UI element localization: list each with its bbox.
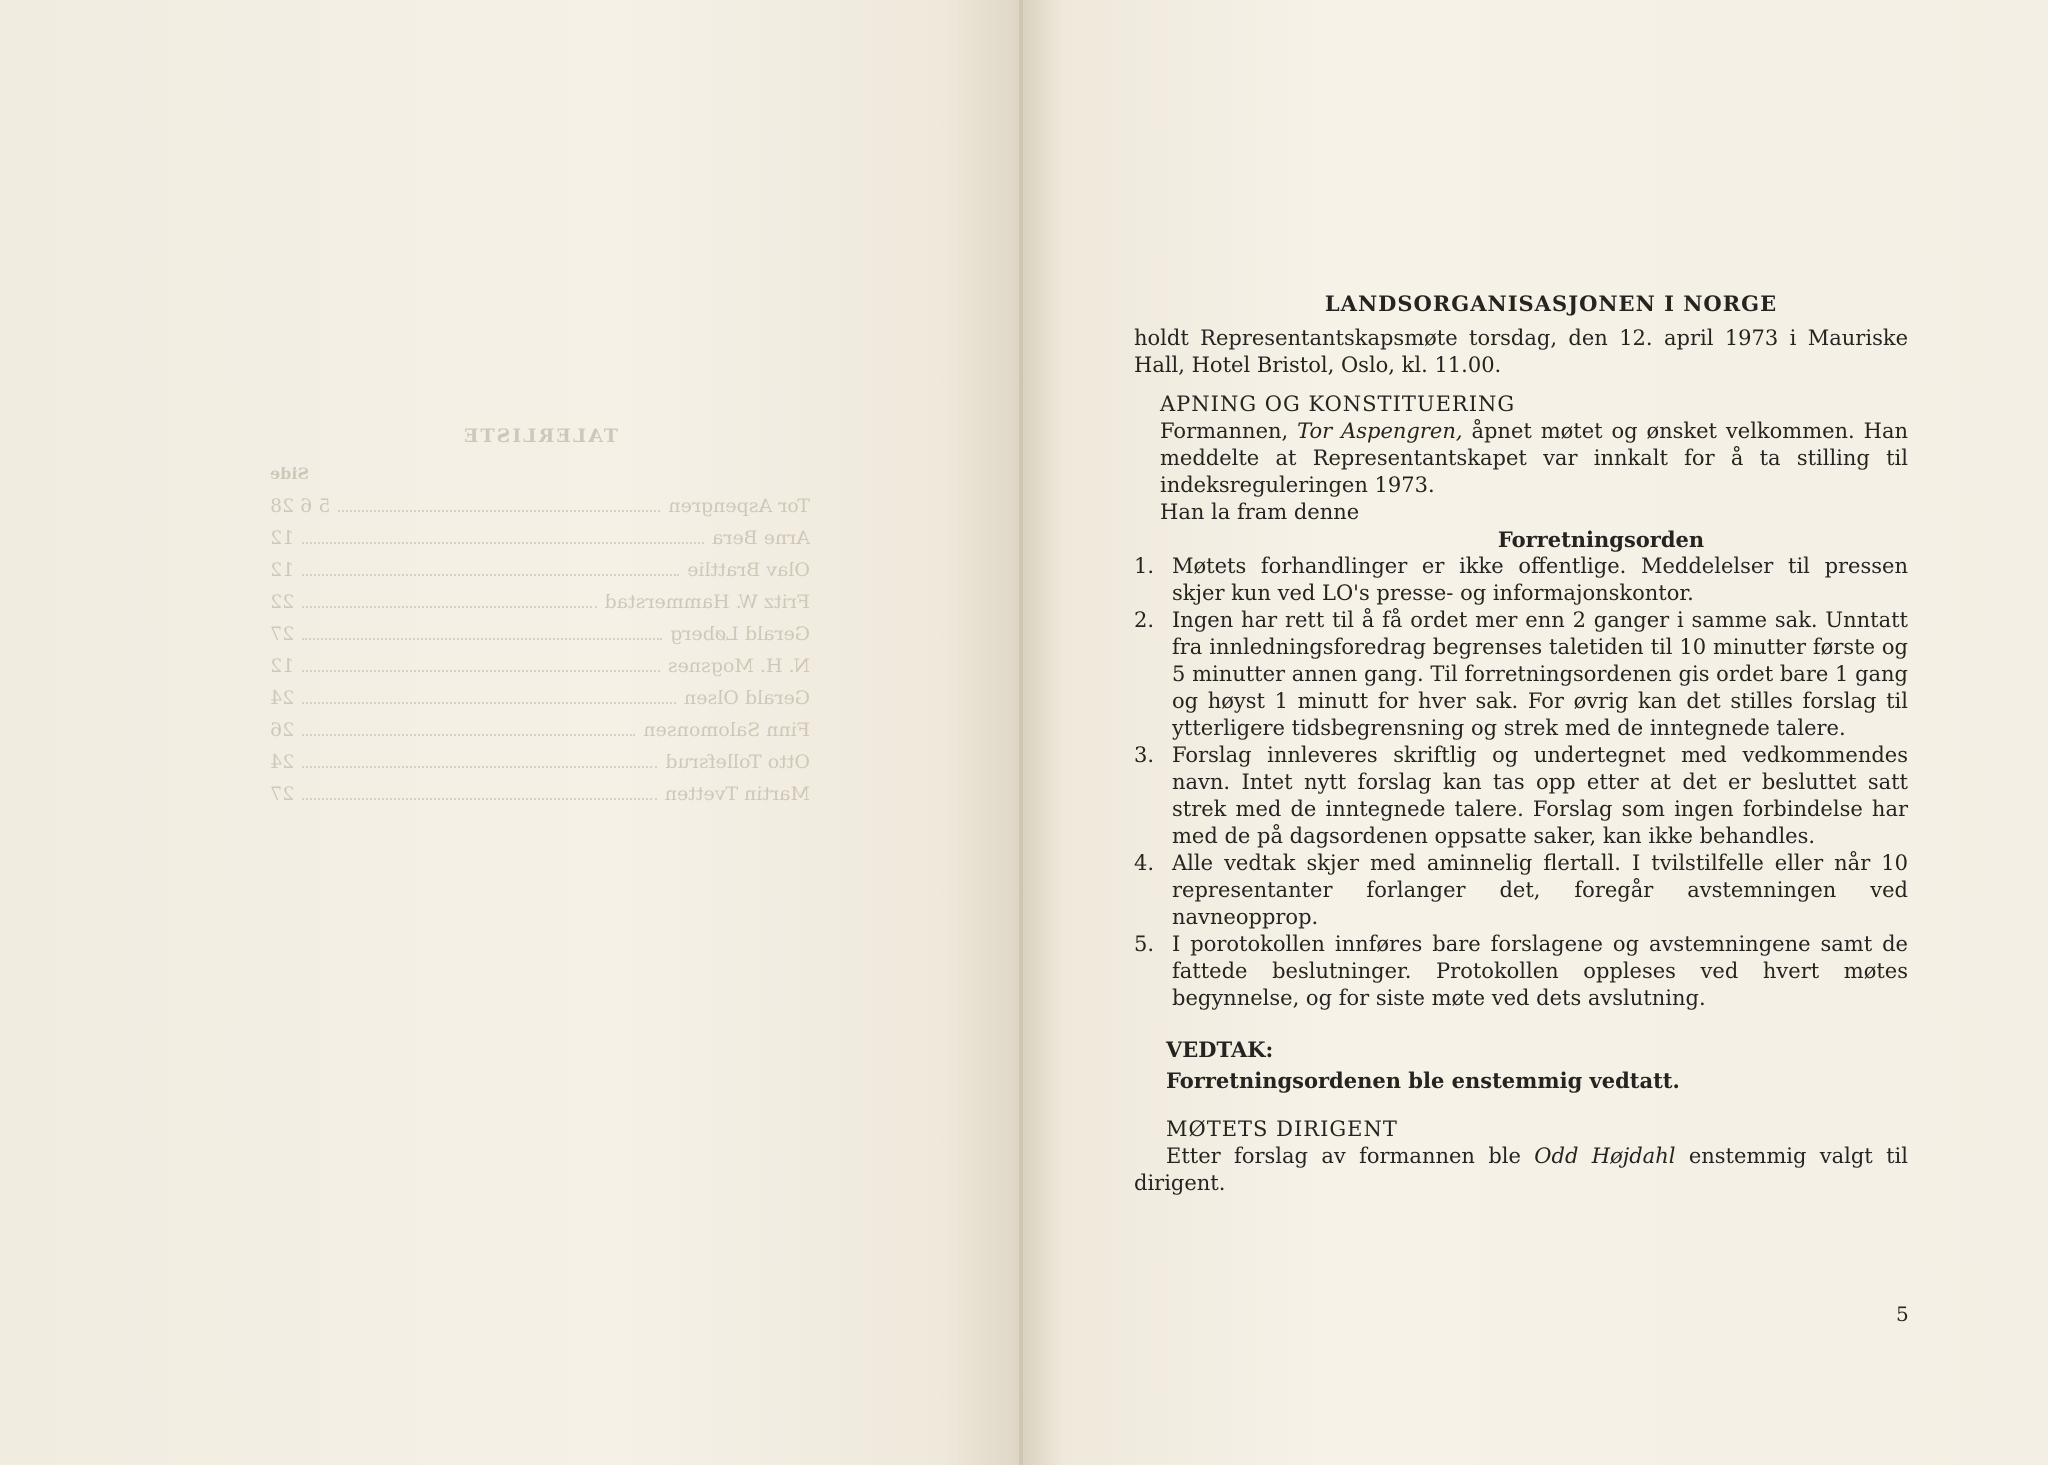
- bleed-leader-dots: [302, 650, 660, 672]
- bleed-leader-dots: [302, 554, 679, 576]
- opening-paragraph: [1134, 418, 1908, 499]
- agenda-title: Forretningsorden: [1497, 527, 1705, 552]
- page-number: 5: [1896, 1302, 1909, 1326]
- bleed-leader-dots: [302, 714, 635, 736]
- bleed-entry-pages: 12: [270, 527, 295, 549]
- rule-item: [1134, 931, 1908, 1012]
- bleed-entry-name: Otto Tollefsrud: [665, 751, 810, 773]
- section-title-opening: APNING OG KONSTITUERING: [1160, 392, 1516, 416]
- rule-text: Ingen har rett til å få ordet mer enn 2 ganger i samme sak. Unntatt fra innledningsforedrag begrenses taletiden til 10 minutter første og 5 minutter annen gang. Til forretningsordenen gis ordet bare 1 gang og høyst 1 minutt for hver sak. For øvrig kan det stilles forslag til ytterligere tidsbegrensning og strek med de inntegnede talere.: [1172, 608, 1908, 740]
- bleed-entries: [270, 490, 810, 810]
- bleed-entry-name: Fritz W. Hammerstad: [604, 591, 810, 613]
- minutes-text: [1134, 290, 1908, 1197]
- bleed-entry-pages: 24: [270, 751, 295, 773]
- bleed-leader-dots: [302, 746, 657, 768]
- rule-item: [1134, 607, 1908, 742]
- agenda-intro: Han la fram denne: [1160, 500, 1360, 524]
- bleed-entry: [270, 554, 810, 586]
- rule-text: Alle vedtak skjer med aminnelig flertall. I tvilstilfelle eller når 10 representanter forlanger det, foregår avstemningen ved navneopprop.: [1172, 851, 1908, 929]
- section-title-chair: MØTETS DIRIGENT: [1166, 1117, 1398, 1141]
- bleed-entry-pages: 22: [270, 591, 295, 613]
- bleed-entry: [270, 490, 810, 522]
- bleed-entry-name: Martin Tvetten: [664, 783, 810, 805]
- bleed-through-speaker-list: [270, 420, 810, 810]
- bleed-entry: [270, 650, 810, 682]
- rule-number: 4.: [1134, 851, 1155, 875]
- bleed-entry-pages: 26: [270, 719, 295, 741]
- rule-item: [1134, 553, 1908, 607]
- chairman-name: Tor Aspengren,: [1297, 419, 1463, 443]
- bleed-entry-pages: 5 6 28: [270, 495, 331, 517]
- bleed-leader-dots: [302, 778, 657, 800]
- bleed-entry-name: Finn Salomonsen: [643, 719, 810, 741]
- chair-name: Odd Højdahl: [1534, 1144, 1676, 1168]
- bleed-leader-dots: [302, 618, 662, 640]
- bleed-entry: [270, 714, 810, 746]
- bleed-entry: [270, 682, 810, 714]
- para3-lead: Etter forslag av formannen ble: [1166, 1144, 1521, 1168]
- book-gutter: [1019, 0, 1023, 1465]
- rule-text: Forslag innleveres skriftlig og undertegnet med vedkommendes navn. Intet nytt forslag kan tas opp etter at det er besluttet satt strek med de inntegnede talere. Forslag som ingen forbindelse har med de på dagsordenen oppsatte saker, kan ikke behandles.: [1172, 743, 1908, 848]
- document-heading: LANDSORGANISASJONEN I NORGE: [1324, 291, 1778, 316]
- bleed-entry-pages: 27: [270, 623, 295, 645]
- para1-rest: åpnet møtet og ønsket velkommen. Han meddelte at Representantskapet var innkalt for å ta stilling til indeksreguleringen 1973.: [1160, 419, 1908, 497]
- bleed-entry: [270, 586, 810, 618]
- bleed-entry: [270, 522, 810, 554]
- rule-number: 1.: [1134, 554, 1155, 578]
- rule-number: 5.: [1134, 932, 1155, 956]
- bleed-entry: [270, 746, 810, 778]
- rule-item: [1134, 850, 1908, 931]
- bleed-title: TALERLISTE: [461, 425, 619, 447]
- bleed-entry-pages: 24: [270, 687, 295, 709]
- chair-paragraph: [1134, 1143, 1908, 1197]
- rule-text: Møtets forhandlinger er ikke offentlige. Meddelelser til pressen skjer kun ved LO's presse- og informajonskontor.: [1172, 554, 1908, 605]
- rules-list: [1134, 553, 1908, 1012]
- bleed-leader-dots: [302, 586, 596, 608]
- bleed-entry-name: Arne Bera: [712, 527, 810, 549]
- resolution-text: Forretningsordenen ble enstemmig vedtatt.: [1166, 1068, 1680, 1093]
- bleed-entry: [270, 618, 810, 650]
- bleed-column-header: Side: [270, 464, 309, 483]
- intro-paragraph: holdt Representantskapsmøte torsdag, den 12. april 1973 i Mauriske Hall, Hotel Bristol, Oslo, kl. 11.00.: [1134, 326, 1908, 377]
- rule-item: [1134, 742, 1908, 850]
- bleed-entry-name: Gerald Løberg: [670, 623, 810, 645]
- para3-rest: enstemmig valgt til dirigent.: [1134, 1144, 1908, 1195]
- bleed-entry: [270, 778, 810, 810]
- bleed-entry-pages: 27: [270, 783, 295, 805]
- bleed-leader-dots: [338, 490, 660, 512]
- bleed-entry-pages: 12: [270, 655, 295, 677]
- rule-text: I porotokollen innføres bare forslagene og avstemningene samt de fattede beslutninger. Protokollen oppleses ved hvert møtes begynnelse, og for siste møte ved dets avslutning.: [1172, 932, 1908, 1010]
- bleed-entry-name: Gerald Olsen: [684, 687, 810, 709]
- bleed-entry-name: N. H. Mogsnes: [667, 655, 810, 677]
- rule-number: 2.: [1134, 608, 1155, 632]
- bleed-leader-dots: [302, 522, 704, 544]
- rule-number: 3.: [1134, 743, 1155, 767]
- para1-lead: Formannen,: [1160, 419, 1289, 443]
- bleed-leader-dots: [302, 682, 676, 704]
- bleed-entry-name: Tor Aspengren: [668, 495, 810, 517]
- resolution-block: [1166, 1036, 1908, 1094]
- bleed-entry-pages: 12: [270, 559, 295, 581]
- resolution-label: VEDTAK:: [1166, 1037, 1274, 1062]
- bleed-entry-name: Olav Brattlie: [687, 559, 810, 581]
